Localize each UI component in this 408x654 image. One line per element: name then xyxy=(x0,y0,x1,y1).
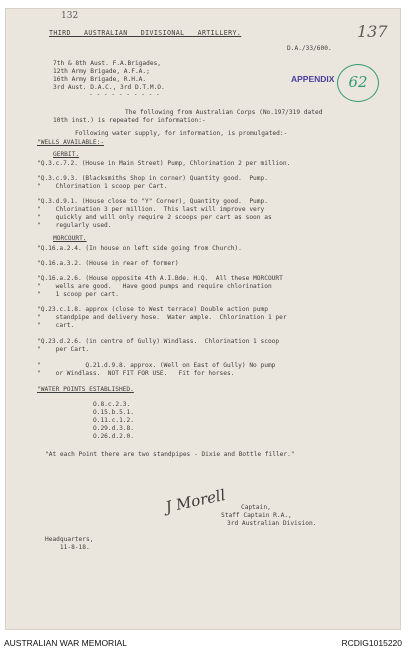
addressee-line: 7th & 8th Aust. F.A.Brigades, xyxy=(53,60,162,67)
entry-line: "Q.3.c.9.3. (Blacksmiths Shop in corner) Quantity good. Pump. xyxy=(37,175,268,182)
entry-line: " Q.21.d.9.8. approx. (Well on East of Gully) No pump xyxy=(37,362,276,369)
date-line: 11-8-18. xyxy=(45,544,90,551)
entry-line: "Q.3.c.7.2. (House in Main Street) Pump, Chlorination 2 per million. xyxy=(37,160,291,167)
entry-line: " wells are good. Have good pumps and require chlorination xyxy=(37,283,272,290)
appendix-number-circle xyxy=(337,64,379,102)
water-point: O.11.c.1.2. xyxy=(93,417,134,424)
signature: J Morell xyxy=(163,485,228,517)
standpipes-note: "At each Point there are two standpipes - Dixie and Bottle filler." xyxy=(45,451,295,458)
entry-line: " 1 scoop per cart. xyxy=(37,291,119,298)
addressee-line: 3rd Aust. D.A.C., 3rd D.T.M.O. xyxy=(53,84,165,91)
folio-number: 137 xyxy=(357,22,388,41)
appendix-number: 62 xyxy=(348,73,368,91)
document-page xyxy=(5,8,401,630)
water-point: O.8.c.2.3. xyxy=(93,401,131,408)
entry-line: "Q.3.d.9.1. (House close to "Y" Corner), Quantity good. Pump. xyxy=(37,198,268,205)
appendix-stamp: APPENDIX xyxy=(291,74,335,84)
signatory-line: Captain, xyxy=(241,504,271,511)
addressee-line: 12th Army Brigade, A.F.A.; xyxy=(53,68,150,75)
signatory-line: 3rd Australian Division. xyxy=(227,520,317,527)
entry-line: " regularly used. xyxy=(37,222,112,229)
intro-line: 10th inst.) is repeated for information:- xyxy=(53,117,206,124)
entry-line: "Q.16.a.2.4. (In house on left side going from Church). xyxy=(37,245,242,252)
promulgated-line: Following water supply, for information, is promulgated:- xyxy=(75,130,288,137)
section-heading: "WATER POINTS ESTABLISHED. xyxy=(37,386,134,393)
entry-line: "Q.16.a.2.6. (House opposite 4th A.I.Bde. H.Q. All these MORCOURT xyxy=(37,275,283,282)
entry-line: " standpipe and delivery hose. Water ample. Chlorination 1 per xyxy=(37,314,287,321)
place-heading: MORCOURT. xyxy=(53,235,87,242)
entry-line: " cart. xyxy=(37,322,75,329)
signatory-line: Staff Captain R.A., xyxy=(221,512,292,519)
entry-line: " quickly and will only require 2 scoops per cart as soon as xyxy=(37,214,272,221)
footer-source: AUSTRALIAN WAR MEMORIAL xyxy=(4,638,127,648)
entry-line: " per Cart. xyxy=(37,346,90,353)
entry-line: " Chlorination 1 scoop per Cart. xyxy=(37,183,168,190)
footer-id: RCDIG1015220 xyxy=(341,638,402,648)
entry-line: " Chlorination 3 per million. This last will improve very xyxy=(37,206,265,213)
section-heading: "WELLS AVAILABLE:- xyxy=(37,139,105,146)
entry-line: "Q.23.d.2.6. (in centre of Gully) Windlass. Chlorination 1 scoop xyxy=(37,338,280,345)
water-point: O.29.d.3.8. xyxy=(93,425,134,432)
entry-line: "Q.16.a.3.2. (House in rear of former) xyxy=(37,260,179,267)
entry-line: "Q.23.c.1.8. approx (close to West terrace) Double action pump xyxy=(37,306,268,313)
reference-number-top: 132 xyxy=(61,11,79,21)
document-title: THIRD AUSTRALIAN DIVISIONAL ARTILLERY. xyxy=(49,29,242,37)
entry-line: " or Windlass. NOT FIT FOR USE. Fit for horses. xyxy=(37,370,235,377)
water-point: O.15.b.5.1. xyxy=(93,409,134,416)
intro-line: The following from Australian Corps (No.197/319 dated xyxy=(125,109,323,116)
addressee-rule: - - - - - - - - - - xyxy=(89,91,160,98)
place-heading: GERBIT. xyxy=(53,151,80,158)
headquarters-line: Headquarters, xyxy=(45,536,94,543)
document-reference: D.A./33/600. xyxy=(287,45,332,52)
addressee-line: 16th Army Brigade, R.H.A. xyxy=(53,76,147,83)
water-point: O.26.d.2.0. xyxy=(93,433,134,440)
